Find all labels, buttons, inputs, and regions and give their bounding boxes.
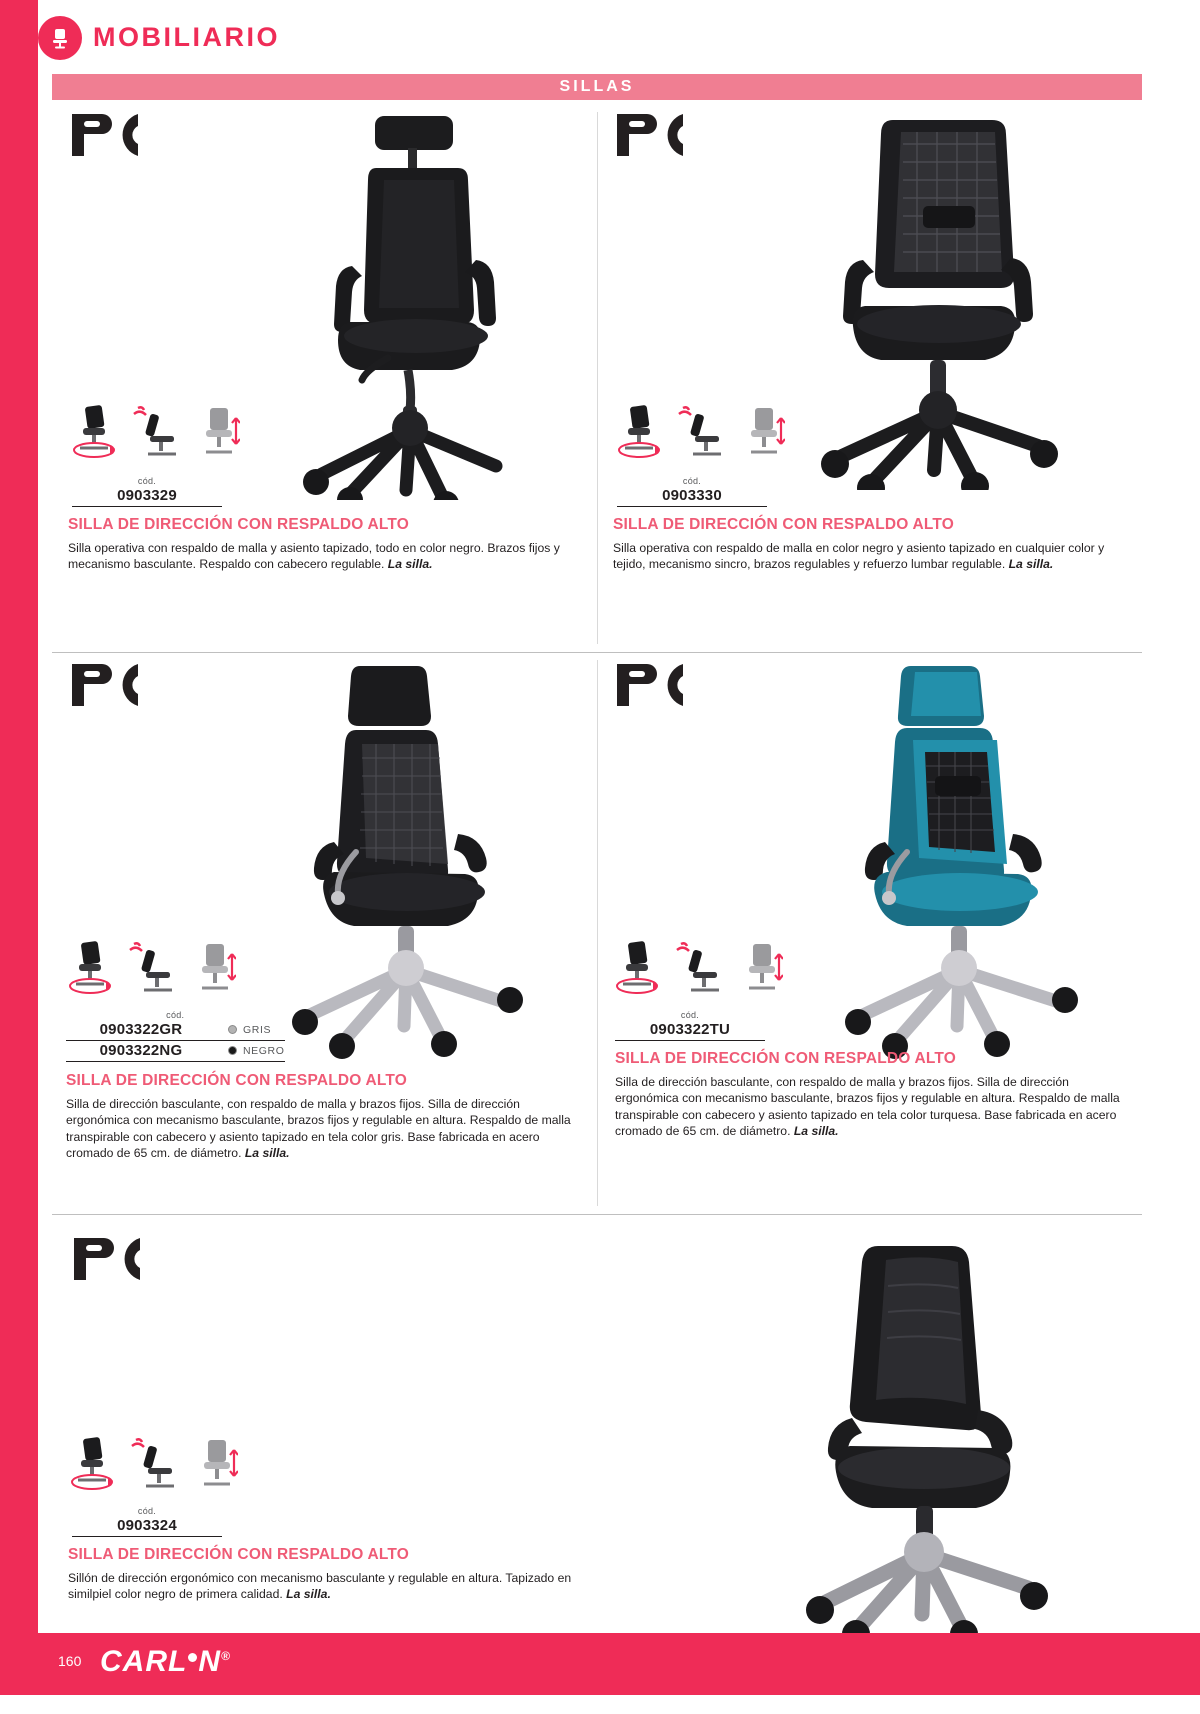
code-label: cód. [680, 1010, 700, 1020]
code-row [66, 1041, 285, 1062]
page-title: MOBILIARIO [93, 22, 280, 52]
product-title: SILLA DE DIRECCIÓN CON RESPALDO ALTO [66, 1072, 408, 1089]
product-description [68, 1570, 588, 1603]
feature-icon-strip [68, 1436, 238, 1492]
product-description [66, 1096, 576, 1162]
chair-swivel-icon [613, 940, 661, 996]
product-photo [280, 110, 580, 500]
product-color [216, 1045, 285, 1057]
footer-brand-logo [100, 1645, 231, 1679]
feature-icon-strip [66, 940, 236, 996]
code-label: cód. [137, 1506, 157, 1516]
section-label: SILLAS [559, 78, 635, 95]
code-row [72, 486, 222, 507]
chair-swivel-icon [70, 404, 118, 460]
product-title: SILLA DE DIRECCIÓN CON RESPALDO ALTO [68, 516, 410, 533]
product-card[interactable] [52, 652, 597, 1214]
product-description [613, 540, 1131, 573]
feature-icon-strip [70, 404, 240, 460]
code-row [615, 1020, 765, 1041]
color-swatch-icon [228, 1046, 237, 1055]
product-description-text: Silla de dirección basculante, con respaldo de malla y brazos fijos. Silla de dirección ergonómica con mecanismo basculante, brazos fijos y regulable en altura. Respaldo de malla transpirable con cabecero y asiento tapizado en tela color gris. Base fabricada en acero cromado de 65 cm. de diámetro. [66, 1097, 571, 1161]
product-description-emphasis: La silla. [286, 1587, 331, 1602]
chair-tilt-icon [128, 940, 182, 996]
product-code: 0903322TU [649, 1021, 731, 1038]
code-label: cód. [682, 476, 702, 486]
chair-tilt-icon [677, 404, 731, 460]
chair-height-adjust-icon [196, 940, 236, 996]
brand-logo-icon [615, 112, 685, 158]
brand-logo-icon [72, 1236, 142, 1282]
chair-icon [38, 16, 82, 60]
registered-mark: ® [221, 1649, 231, 1663]
product-photo [797, 110, 1127, 490]
code-row [617, 486, 767, 507]
chair-swivel-icon [615, 404, 663, 460]
product-title: SILLA DE DIRECCIÓN CON RESPALDO ALTO [613, 516, 955, 533]
product-description-emphasis: La silla. [387, 557, 433, 572]
product-description-emphasis: La silla. [244, 1146, 290, 1161]
brand-logo-icon [70, 112, 140, 158]
chair-tilt-icon [130, 1436, 184, 1492]
chair-height-adjust-icon [745, 404, 785, 460]
product-description-text: Sillón de dirección ergonómico con mecanismo basculante y regulable en altura. Tapizado en similpiel color negro de primera calidad. [68, 1571, 572, 1602]
section-bar [52, 74, 1142, 100]
product-code: 0903322NG [99, 1042, 183, 1059]
product-description [68, 540, 560, 573]
page-spine [0, 0, 38, 1695]
product-code: 0903322GR [99, 1021, 183, 1038]
product-code: 0903324 [117, 1517, 177, 1534]
product-card[interactable] [597, 104, 1142, 652]
code-block [72, 1506, 222, 1537]
product-title: SILLA DE DIRECCIÓN CON RESPALDO ALTO [68, 1546, 410, 1563]
chair-swivel-icon [68, 1436, 116, 1492]
footer-brand-tail: N [198, 1645, 221, 1678]
product-code: 0903329 [117, 487, 177, 504]
chair-height-adjust-icon [743, 940, 783, 996]
feature-icon-strip [613, 940, 783, 996]
product-description-text: Silla operativa con respaldo de malla y asiento tapizado, todo en color negro. Brazos fijos y mecanismo basculante. Respaldo con cabecero regulable. [68, 541, 560, 572]
chair-swivel-icon [66, 940, 114, 996]
product-color [216, 1024, 271, 1036]
product-photo [782, 1234, 1112, 1654]
chair-height-adjust-icon [200, 404, 240, 460]
code-block [66, 1010, 285, 1062]
code-row [66, 1020, 285, 1041]
product-code: 0903330 [662, 487, 722, 504]
product-card[interactable] [597, 652, 1142, 1214]
code-block [615, 1010, 765, 1041]
product-title: SILLA DE DIRECCIÓN CON RESPALDO ALTO [615, 1050, 957, 1067]
chair-tilt-icon [132, 404, 186, 460]
brand-logo-icon [615, 662, 685, 708]
product-description-text: Silla de dirección basculante, con respaldo de malla y brazos fijos. Silla de dirección ergonómica con mecanismo basculante, brazos fijos y regulable en altura. Respaldo de malla transpirable con cabecero y asiento tapizado en tela color turquesa. Base fabricada en acero cromado de 65 cm. de diámetro. [615, 1075, 1120, 1139]
code-block [617, 476, 767, 507]
product-photo [827, 656, 1147, 1076]
chair-height-adjust-icon [198, 1436, 238, 1492]
code-label: cód. [137, 476, 157, 486]
page-header [38, 0, 1200, 70]
feature-icon-strip [615, 404, 785, 460]
brand-dot-icon [188, 1653, 197, 1662]
chair-tilt-icon [675, 940, 729, 996]
page-number: 160 [58, 1653, 82, 1669]
code-block [72, 476, 222, 507]
code-label: cód. [166, 1010, 185, 1020]
page-footer [0, 1633, 1200, 1695]
code-row [72, 1516, 222, 1537]
product-description-emphasis: La silla. [793, 1124, 839, 1139]
color-label: GRIS [243, 1023, 272, 1036]
product-description-text: Silla operativa con respaldo de malla en color negro y asiento tapizado en cualquier color y tejido, mecanismo sincro, brazos regulables y refuerzo lumbar regulable. [613, 541, 1105, 572]
brand-logo-icon [70, 662, 140, 708]
product-description-emphasis: La silla. [1008, 557, 1054, 572]
product-photo [272, 656, 592, 1076]
product-card[interactable] [52, 104, 597, 652]
color-swatch-icon [228, 1025, 237, 1034]
color-label: NEGRO [243, 1044, 285, 1057]
footer-brand-text: CARL [100, 1645, 188, 1678]
product-description [615, 1074, 1133, 1140]
